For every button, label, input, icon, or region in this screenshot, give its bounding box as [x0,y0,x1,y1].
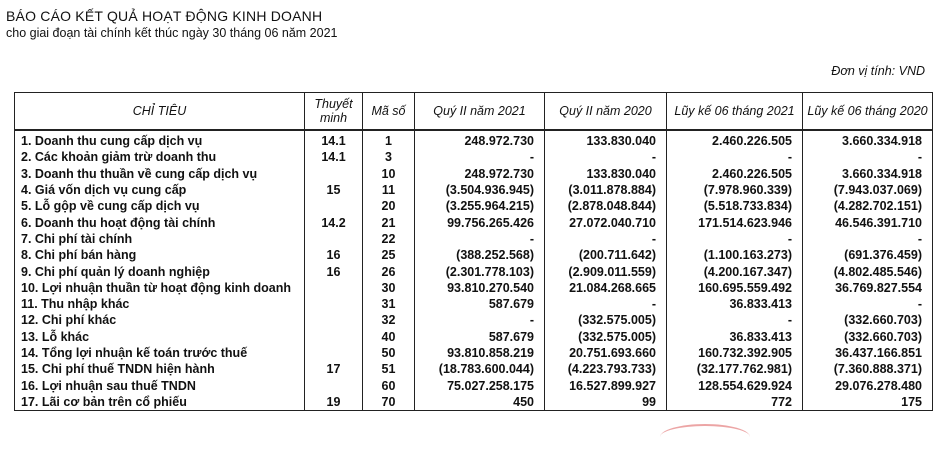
row-ytd-2021: (5.518.733.834) [667,198,803,214]
row-ytd-2020: (332.660.703) [803,312,933,328]
row-name: 2. Các khoản giảm trừ doanh thu [15,149,305,165]
row-name: 4. Giá vốn dịch vụ cung cấp [15,182,305,198]
red-stamp-edge [660,424,750,450]
row-q2-2020: (2.909.011.559) [545,263,667,279]
table-row [15,247,933,263]
row-q2-2021: (2.301.778.103) [415,263,545,279]
row-q2-2020: 20.751.693.660 [545,345,667,361]
table-row [15,130,933,149]
row-code: 25 [363,247,415,263]
row-code: 20 [363,198,415,214]
row-ytd-2020: 29.076.278.480 [803,377,933,393]
table-row [15,182,933,198]
row-ytd-2021: - [667,312,803,328]
row-note [305,231,363,247]
row-ytd-2020: 3.660.334.918 [803,130,933,149]
header-note-line2: minh [319,111,348,125]
row-ytd-2021: 36.833.413 [667,296,803,312]
row-ytd-2020: 3.660.334.918 [803,166,933,182]
row-code: 10 [363,166,415,182]
row-ytd-2020: (691.376.459) [803,247,933,263]
row-q2-2021: 75.027.258.175 [415,377,545,393]
row-q2-2021: 587.679 [415,329,545,345]
row-ytd-2020: (4.282.702.151) [803,198,933,214]
table-header-row [15,93,933,131]
row-ytd-2020: - [803,296,933,312]
header-item: CHỈ TIÊU [15,93,305,131]
row-q2-2021: 93.810.858.219 [415,345,545,361]
row-note [305,198,363,214]
row-q2-2021: - [415,149,545,165]
row-q2-2020: (3.011.878.884) [545,182,667,198]
row-q2-2021: 93.810.270.540 [415,280,545,296]
row-name: 14. Tổng lợi nhuận kế toán trước thuế [15,345,305,361]
table-row [15,198,933,214]
row-code: 31 [363,296,415,312]
row-ytd-2020: - [803,231,933,247]
row-ytd-2021: 160.695.559.492 [667,280,803,296]
row-name: 3. Doanh thu thuần về cung cấp dịch vụ [15,166,305,182]
row-code: 1 [363,130,415,149]
table-row [15,377,933,393]
row-q2-2020: 133.830.040 [545,166,667,182]
row-name: 12. Chi phí khác [15,312,305,328]
table-row [15,312,933,328]
row-name: 10. Lợi nhuận thuần từ hoạt động kinh doanh [15,280,305,296]
table-row [15,361,933,377]
row-q2-2020: - [545,149,667,165]
row-ytd-2021: - [667,231,803,247]
row-ytd-2021: 171.514.623.946 [667,214,803,230]
row-q2-2021: 248.972.730 [415,166,545,182]
row-ytd-2020: (4.802.485.546) [803,263,933,279]
report-subtitle: cho giai đoạn tài chính kết thúc ngày 30 tháng 06 năm 2021 [6,26,338,40]
header-q2-2020: Quý II năm 2020 [545,93,667,131]
row-code: 60 [363,377,415,393]
table-row [15,280,933,296]
row-code: 11 [363,182,415,198]
row-q2-2021: 587.679 [415,296,545,312]
row-code: 21 [363,214,415,230]
row-q2-2020: (4.223.793.733) [545,361,667,377]
row-ytd-2021: - [667,149,803,165]
row-q2-2021: (3.504.936.945) [415,182,545,198]
row-note [305,329,363,345]
row-ytd-2020: 36.769.827.554 [803,280,933,296]
row-ytd-2021: 2.460.226.505 [667,130,803,149]
row-ytd-2020: (332.660.703) [803,329,933,345]
row-ytd-2021: 160.732.392.905 [667,345,803,361]
row-q2-2021: (3.255.964.215) [415,198,545,214]
row-ytd-2021: (4.200.167.347) [667,263,803,279]
table-row [15,263,933,279]
row-code: 3 [363,149,415,165]
row-q2-2020: (200.711.642) [545,247,667,263]
row-name: 5. Lỗ gộp về cung cấp dịch vụ [15,198,305,214]
row-note: 16 [305,263,363,279]
row-name: 16. Lợi nhuận sau thuế TNDN [15,377,305,393]
row-name: 1. Doanh thu cung cấp dịch vụ [15,130,305,149]
row-ytd-2021: (7.978.960.339) [667,182,803,198]
header-code: Mã số [363,93,415,131]
table-row [15,296,933,312]
row-q2-2021: - [415,231,545,247]
row-code: 30 [363,280,415,296]
table-row [15,329,933,345]
row-ytd-2021: 772 [667,394,803,411]
row-name: 11. Thu nhập khác [15,296,305,312]
header-ytd-2021: Lũy kế 06 tháng 2021 [667,93,803,131]
table-row [15,149,933,165]
row-q2-2021: (18.783.600.044) [415,361,545,377]
row-note: 17 [305,361,363,377]
row-ytd-2020: - [803,149,933,165]
row-code: 51 [363,361,415,377]
row-note: 19 [305,394,363,411]
row-q2-2021: - [415,312,545,328]
row-note: 14.1 [305,149,363,165]
row-q2-2020: 21.084.268.665 [545,280,667,296]
row-q2-2020: (332.575.005) [545,329,667,345]
row-q2-2020: (332.575.005) [545,312,667,328]
row-note [305,345,363,361]
row-ytd-2020: (7.943.037.069) [803,182,933,198]
row-note: 16 [305,247,363,263]
row-code: 70 [363,394,415,411]
row-ytd-2021: 2.460.226.505 [667,166,803,182]
row-note: 14.1 [305,130,363,149]
row-name: 6. Doanh thu hoạt động tài chính [15,214,305,230]
currency-unit: Đơn vị tính: VND [831,64,925,78]
row-name: 8. Chi phí bán hàng [15,247,305,263]
row-q2-2021: (388.252.568) [415,247,545,263]
income-statement-table [14,92,933,411]
row-q2-2020: 16.527.899.927 [545,377,667,393]
row-name: 7. Chi phí tài chính [15,231,305,247]
row-note: 14.2 [305,214,363,230]
header-note [305,93,363,131]
row-name: 15. Chi phí thuế TNDN hiện hành [15,361,305,377]
header-note-line1: Thuyết [314,97,353,111]
row-note [305,166,363,182]
row-ytd-2020: 46.546.391.710 [803,214,933,230]
row-q2-2020: - [545,296,667,312]
table-body [15,130,933,411]
row-q2-2020: 27.072.040.710 [545,214,667,230]
row-q2-2020: (2.878.048.844) [545,198,667,214]
table-row [15,394,933,411]
row-q2-2021: 450 [415,394,545,411]
row-code: 26 [363,263,415,279]
row-ytd-2021: (1.100.163.273) [667,247,803,263]
row-q2-2021: 99.756.265.426 [415,214,545,230]
row-ytd-2020: 175 [803,394,933,411]
row-q2-2020: 99 [545,394,667,411]
row-note [305,312,363,328]
table-row [15,231,933,247]
row-name: 17. Lãi cơ bản trên cổ phiếu [15,394,305,411]
row-ytd-2021: (32.177.762.981) [667,361,803,377]
header-q2-2021: Quý II năm 2021 [415,93,545,131]
row-note: 15 [305,182,363,198]
row-code: 22 [363,231,415,247]
row-code: 50 [363,345,415,361]
row-note [305,296,363,312]
row-ytd-2020: 36.437.166.851 [803,345,933,361]
row-note [305,280,363,296]
header-ytd-2020: Lũy kế 06 tháng 2020 [803,93,933,131]
row-name: 9. Chi phí quản lý doanh nghiệp [15,263,305,279]
row-q2-2020: - [545,231,667,247]
report-title: BÁO CÁO KẾT QUẢ HOẠT ĐỘNG KINH DOANH [6,8,323,24]
row-ytd-2021: 36.833.413 [667,329,803,345]
row-ytd-2020: (7.360.888.371) [803,361,933,377]
row-note [305,377,363,393]
table-row [15,214,933,230]
row-ytd-2021: 128.554.629.924 [667,377,803,393]
row-code: 32 [363,312,415,328]
table-row [15,345,933,361]
table-row [15,166,933,182]
row-q2-2020: 133.830.040 [545,130,667,149]
row-q2-2021: 248.972.730 [415,130,545,149]
row-name: 13. Lỗ khác [15,329,305,345]
row-code: 40 [363,329,415,345]
